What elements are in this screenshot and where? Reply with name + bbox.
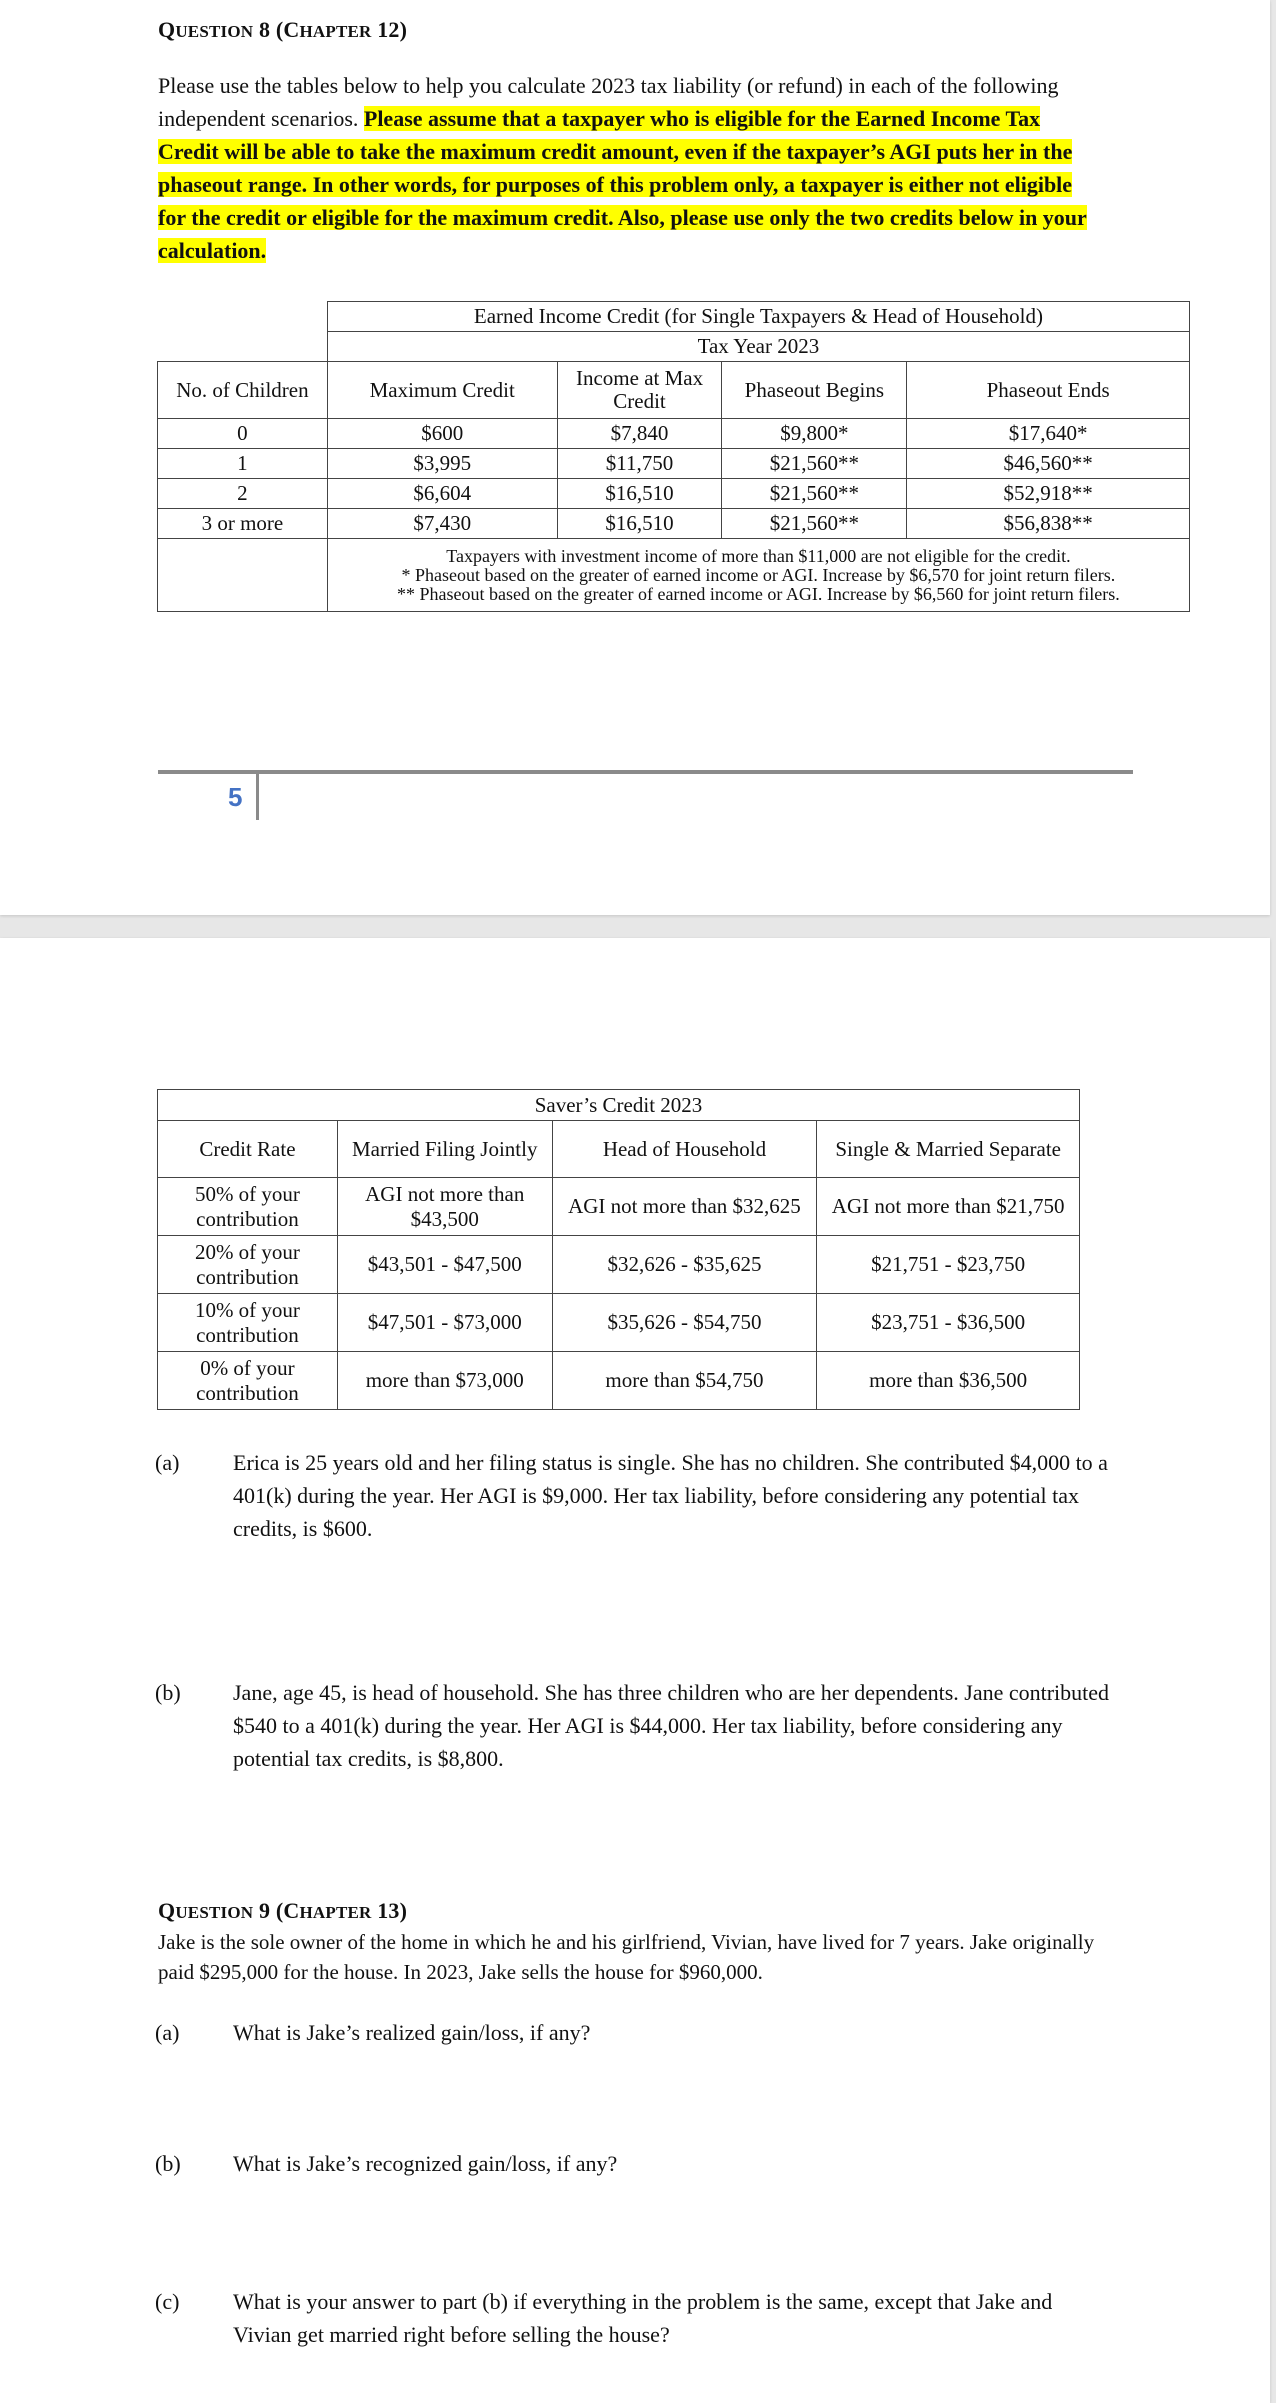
table-cell: $9,800*	[722, 419, 907, 449]
intro-highlighted-text: Please assume that a taxpayer who is eligible for the Earned Income Tax Credit will be able to take the maximum credit amount, even if the taxpayer’s AGI puts her in the phaseout range. In other words, for purposes of this problem only, a taxpayer is either not eligible for the credit or eligible for the maximum credit. Also, please use only the two credits below in your calculation.	[158, 106, 1087, 263]
savers-header-mfj: Married Filing Jointly	[337, 1121, 552, 1178]
eic-note-single-star: * Phaseout based on the greater of earned income or AGI. Increase by $6,570 for joint return filers.	[401, 564, 1116, 585]
table-row	[158, 419, 1190, 449]
eic-header-income-max: Income at Max Credit	[557, 362, 722, 419]
page-number-bar	[256, 774, 259, 820]
table-cell: $56,838**	[907, 509, 1190, 539]
table-cell: 50% of your contribution	[158, 1178, 338, 1236]
table-row	[158, 1178, 1080, 1236]
table-cell: $47,501 - $73,000	[337, 1294, 552, 1352]
table-row	[158, 479, 1190, 509]
table-row	[158, 1352, 1080, 1410]
table-cell: AGI not more than $32,625	[552, 1178, 817, 1236]
footer-divider	[158, 770, 1133, 774]
table-cell: $7,430	[327, 509, 557, 539]
table-row	[158, 1294, 1080, 1352]
eic-header-max-credit: Maximum Credit	[327, 362, 557, 419]
table-cell: $17,640*	[907, 419, 1190, 449]
table-cell: $21,560**	[722, 479, 907, 509]
question-8-part-b: (b) Jane, age 45, is head of household. She has three children who are her dependents. Jane contributed $540 to a 401(k) during the year. Her AGI is $44,000. Her tax liability, before considering any potential tax credits, is $8,800.	[155, 1680, 1110, 1771]
table-cell: $6,604	[327, 479, 557, 509]
table-cell: 20% of your contribution	[158, 1236, 338, 1294]
question-8-heading: QUESTION 8 (CHAPTER 12)	[158, 17, 408, 42]
savers-header-single: Single & Married Separate	[817, 1121, 1080, 1178]
table-row	[158, 449, 1190, 479]
eic-header-phaseout-ends: Phaseout Ends	[907, 362, 1190, 419]
table-cell: 2	[158, 479, 328, 509]
table-cell: $16,510	[557, 479, 722, 509]
question-9-intro: Jake is the sole owner of the home in which he and his girlfriend, Vivian, have lived for 7 years. Jake originally paid $295,000 for the house. In 2023, Jake sells the house for $960,000.	[158, 1930, 1095, 1984]
table-cell: $46,560**	[907, 449, 1190, 479]
earned-income-credit-table	[157, 301, 1190, 612]
table-cell: $35,626 - $54,750	[552, 1294, 817, 1352]
savers-header-hoh: Head of Household	[552, 1121, 817, 1178]
table-cell: $21,560**	[722, 449, 907, 479]
table-cell: 1	[158, 449, 328, 479]
savers-header-rate: Credit Rate	[158, 1121, 338, 1178]
table-cell: AGI not more than $21,750	[817, 1178, 1080, 1236]
table-cell: $32,626 - $35,625	[552, 1236, 817, 1294]
table-cell: $23,751 - $36,500	[817, 1294, 1080, 1352]
question-8-part-a: (a) Erica is 25 years old and her filing status is single. She has no children. She contributed $4,000 to a 401(k) during the year. Her AGI is $9,000. Her tax liability, before considering any potential tax credits, is $600.	[155, 1450, 1108, 1541]
intro-plain-text: Please use the tables below to help you calculate 2023 tax liability (or refund) in each of the following independent scenarios.	[158, 73, 1059, 131]
table-cell: $43,501 - $47,500	[337, 1236, 552, 1294]
savers-credit-table	[157, 1089, 1080, 1410]
table-cell: $52,918**	[907, 479, 1190, 509]
eic-note-double-star: ** Phaseout based on the greater of earned income or AGI. Increase by $6,560 for joint return filers.	[397, 583, 1120, 604]
table-cell: $21,751 - $23,750	[817, 1236, 1080, 1294]
eic-header-children: No. of Children	[158, 362, 328, 419]
table-cell: $16,510	[557, 509, 722, 539]
table-cell: more than $73,000	[337, 1352, 552, 1410]
page-number: 5	[228, 782, 243, 812]
eic-title: Earned Income Credit (for Single Taxpayers & Head of Household)	[327, 302, 1189, 332]
table-cell: 3 or more	[158, 509, 328, 539]
table-cell: $11,750	[557, 449, 722, 479]
table-cell: 10% of your contribution	[158, 1294, 338, 1352]
table-cell: more than $54,750	[552, 1352, 817, 1410]
question-8-intro	[158, 69, 1103, 267]
table-cell: more than $36,500	[817, 1352, 1080, 1410]
table-cell: 0	[158, 419, 328, 449]
table-cell: $21,560**	[722, 509, 907, 539]
question-9-part-b: (b) What is Jake’s recognized gain/loss, if any?	[155, 2151, 618, 2176]
eic-notes	[327, 539, 1189, 612]
eic-subtitle: Tax Year 2023	[327, 332, 1189, 362]
page-1	[0, 0, 1270, 915]
question-9-heading: QUESTION 9 (CHAPTER 13)	[158, 1898, 408, 1923]
eic-header-phaseout-begins: Phaseout Begins	[722, 362, 907, 419]
table-cell: 0% of your contribution	[158, 1352, 338, 1410]
question-9-part-a: (a) What is Jake’s realized gain/loss, if any?	[155, 2020, 591, 2045]
table-row	[158, 509, 1190, 539]
question-9-part-c: (c) What is your answer to part (b) if everything in the problem is the same, except that Jake and Vivian get married right before selling the house?	[155, 2289, 1053, 2347]
eic-note-investment: Taxpayers with investment income of more than $11,000 are not eligible for the credit.	[446, 545, 1071, 566]
page-2	[0, 938, 1270, 2403]
table-cell: AGI not more than $43,500	[337, 1178, 552, 1236]
table-cell: $600	[327, 419, 557, 449]
savers-title: Saver’s Credit 2023	[158, 1090, 1080, 1121]
table-cell: $7,840	[557, 419, 722, 449]
table-row	[158, 1236, 1080, 1294]
table-cell: $3,995	[327, 449, 557, 479]
